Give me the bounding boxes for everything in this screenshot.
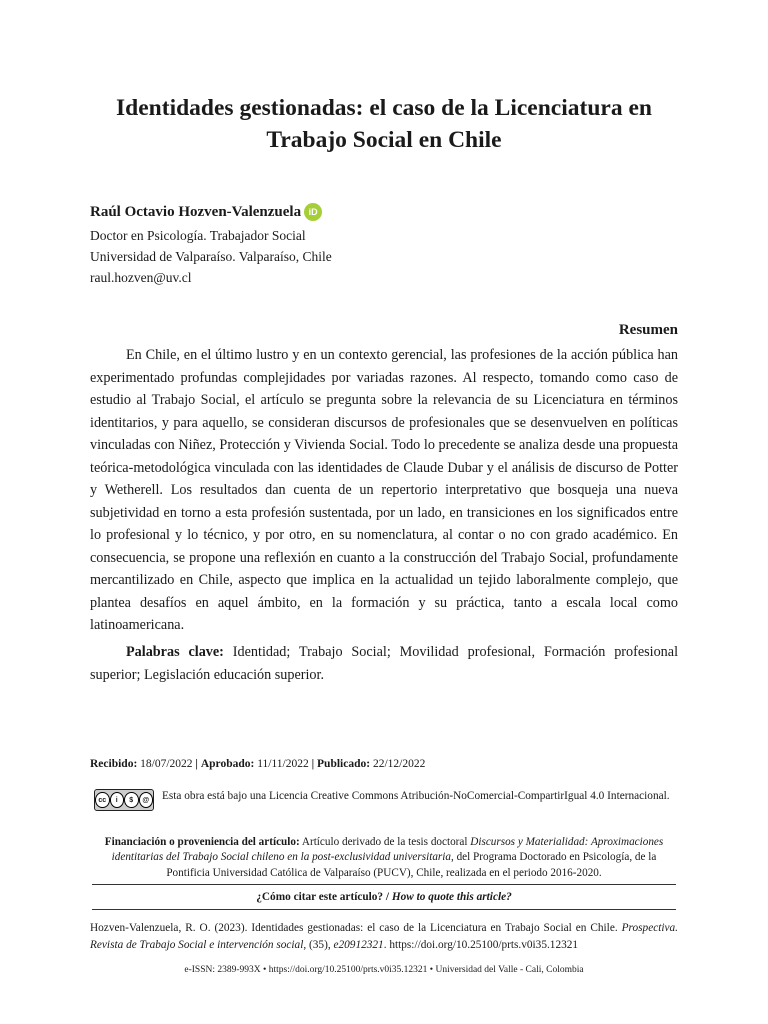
funding-note [92,835,676,881]
author-name-row [90,203,322,221]
received-date: 18/07/2022 [140,758,193,770]
abstract-text: En Chile, en el último lustro y en un contexto gerencial, las profesiones de la acción pública han experimentado profundas complejidades por variadas razones. Al respecto, tomando como caso de estudio al Trabajo Social, el artículo se pregunta sobre la relevancia de su Licenciatura en términos identitarios, y para aquello, se consideran discursos de profesionales que se desenvuelven en políticas vinculadas con Niñez, Protección y Vivienda Social. Todo lo precedente se analiza desde una propuesta teórica-metodológica vinculada con las identidades de Claude Dubar y el análisis de discurso de Potter y Wetherell. Los resultados dan cuenta de un repertorio interpretativo que bosqueja una nueva subjetividad en torno a esta profesión sustentada, por un lado, en transiciones en los significados entre lo profesional y lo técnico, y por otro, en su nomenclatura, al contar o no con grado académico. En consecuencia, se propone una reflexión en cuanto a la construcción del Trabajo Social, profundamente mercantilizado en Chile, aspecto que implica en la actualidad un tejido laboralmente complejo, que plantea desafíos en aquel ámbito, en la formación y su práctica, tanto a escala local como latinoamericana. [90,347,678,633]
citation-text-c[interactable]: . https://doi.org/10.25100/prts.v0i35.12321 [383,938,579,951]
author-affiliation [90,225,332,288]
top-divider [92,884,676,885]
page-footer: e-ISSN: 2389-993X • https://doi.org/10.25100/prts.v0i35.12321 • Universidad del Valle - Cali, Colombia [184,965,584,975]
keywords-text: Identidad; Trabajo Social; Movilidad profesional, Formación profesional superior; Legislación educación superior. [90,644,679,683]
bottom-divider [92,909,676,910]
citation-article-id: e20912321 [333,938,384,951]
article-title [60,92,708,156]
cite-question-es: ¿Cómo citar este artículo? / [256,891,390,903]
citation-text [90,920,678,953]
license-text: Esta obra está bajo una Licencia Creative Commons Atribución-NoComercial-CompartirIgual 4.0 Internacional. [162,790,670,802]
approved-date: 11/11/2022 [257,758,309,770]
funding-text-a: Artículo derivado de la tesis doctoral [301,836,468,848]
author-name: Raúl Octavio Hozven-Valenzuela [90,203,302,220]
keywords-paragraph [90,641,678,686]
citation-journal: Prospectiva. Revista de Trabajo Social e intervención social [90,922,678,951]
keywords-label: Palabras clave: [126,644,224,660]
citation-text-a: Hozven-Valenzuela, R. O. (2023). Identidades gestionadas: el caso de la Licenciatura en Trabajo Social en Chile. [90,922,618,934]
cite-question [92,891,676,903]
orcid-icon[interactable]: iD [304,203,322,221]
cite-question-en: How to quote this article? [391,891,512,903]
funding-text-b: , del Programa Doctorado en Psicología, de la Pontificia Universidad Católica de Valparaíso (PUCV), Chile, realizada en el periodo 2016-2020. [166,851,657,879]
published-label: Publicado: [317,758,371,770]
thesis-title: Discursos y Materialidad: Aproximaciones identitarias del Trabajo Social chileno en la post-exclusividad universitaria [111,836,664,864]
title-line-2: Trabajo Social en Chile [266,127,502,153]
citation-text-b: , (35), [303,938,331,951]
article-dates: Recibido: 18/07/2022 | Aprobado: 11/11/2022 | Publicado: 22/12/2022 [90,758,426,770]
author-degree: Doctor en Psicología. Trabajador Social [90,228,306,243]
title-line-1: Identidades gestionadas: el caso de la Licenciatura en [116,95,652,121]
published-date: 22/12/2022 [372,758,426,770]
cc-by-nc-sa-icon[interactable]: cc i $ @ [94,789,154,811]
approved-label: Aprobado: [200,758,255,770]
funding-label: Financiación o proveniencia del artículo: [104,836,300,848]
author-institution: Universidad de Valparaíso. Valparaíso, Chile [90,249,332,264]
license-row [94,789,682,811]
abstract-heading: Resumen [618,322,678,338]
author-email[interactable]: raul.hozven@uv.cl [90,270,192,285]
received-label: Recibido: [90,758,138,770]
